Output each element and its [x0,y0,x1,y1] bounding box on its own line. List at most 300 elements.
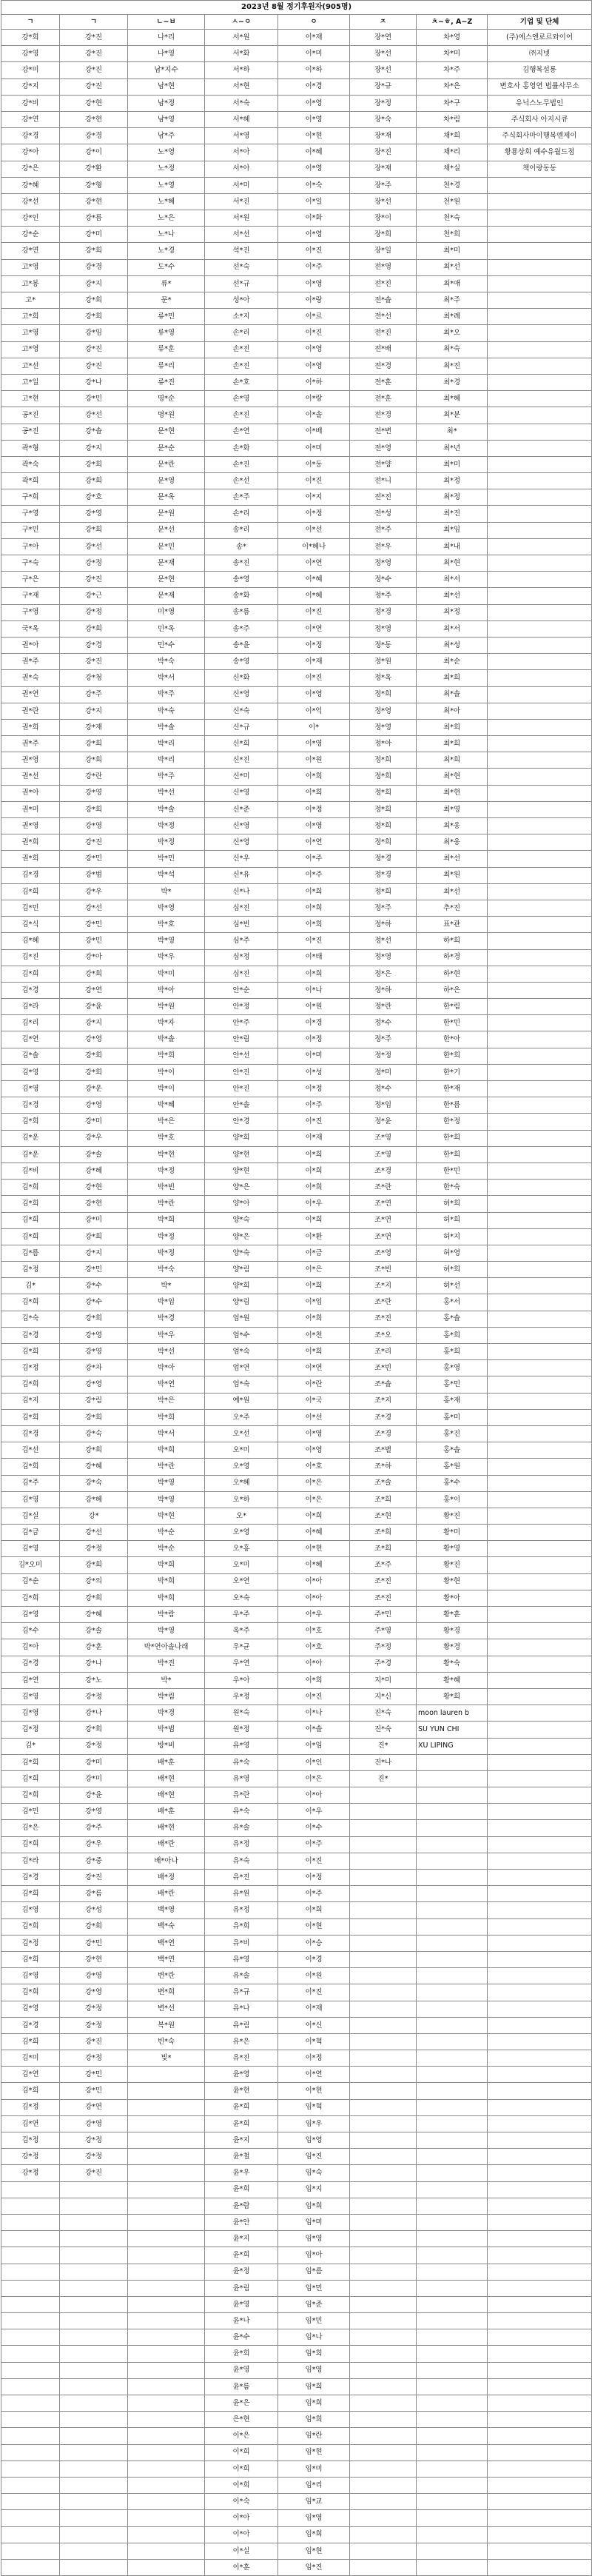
organization-cell [488,1425,592,1442]
organization-cell [488,1787,592,1804]
table-row [1,2444,592,2460]
donor-name-cell: 문*영 [128,473,205,489]
organization-cell [488,982,592,998]
donor-name-cell [128,2477,205,2493]
donor-name-cell: 강*임 [60,325,128,341]
donor-name-cell: 유*숙 [205,1754,278,1770]
donor-name-cell: 김*희 [1,1180,60,1196]
donor-name-cell [1,2510,60,2526]
donor-name-cell [350,2559,417,2575]
donor-name-cell: 김*정 [1,1722,60,1738]
donor-name-cell: 이*희 [205,2460,278,2477]
donor-name-cell: 유*나 [205,2001,278,2017]
donor-name-cell: 최*희 [417,752,488,769]
organization-cell [488,1475,592,1491]
donor-name-cell: 조*지 [350,1278,417,1294]
donor-name-cell: 최*서 [417,572,488,588]
table-row [1,588,592,604]
donor-name-cell: 엄*연 [205,1360,278,1376]
donor-name-cell: 오*혜 [205,1475,278,1491]
donor-name-cell [60,2444,128,2460]
donor-name-cell: 이*하 [278,62,350,78]
donor-name-cell: 강*노 [60,1672,128,1688]
table-row [1,506,592,522]
donor-name-cell: 박*임 [128,1294,205,1311]
donor-name-cell: 이*연 [278,555,350,572]
donor-name-cell: 박* [128,1278,205,1294]
donor-name-cell: 박*영 [128,1475,205,1491]
donor-name-cell: 남*지수 [128,62,205,78]
donor-name-cell: 임*희 [278,2526,350,2543]
donor-name-cell: 윤*영 [205,2362,278,2378]
donor-name-cell: 강*희 [60,801,128,817]
donor-name-cell [350,2428,417,2444]
donor-name-cell: 최* [417,424,488,440]
donor-name-cell: 박*정 [128,1245,205,1261]
donor-name-cell [128,2231,205,2247]
donor-name-cell: 허*지 [417,1228,488,1245]
table-row [1,1902,592,1918]
donor-name-cell: 김*숙 [1,1311,60,1327]
donor-name-cell: 김*희 [1,1984,60,2001]
donor-name-cell: 한*숙 [417,1180,488,1196]
organization-cell [488,1031,592,1048]
donor-name-cell: 이*희 [278,769,350,785]
donor-name-cell: 전*경 [350,358,417,374]
donor-name-cell: 이*은 [278,1491,350,1508]
organization-cell [488,588,592,604]
donor-name-cell: 안*선 [205,1048,278,1064]
organization-cell [488,1180,592,1196]
donor-name-cell: 강*진 [60,572,128,588]
donor-name-cell: 강*지 [60,1015,128,1031]
donor-name-cell: 임*영 [278,2510,350,2526]
donor-name-cell: 강*중 [60,1853,128,1869]
organization-cell [488,2181,592,2198]
donor-name-cell: 공*진 [1,407,60,424]
organization-cell [488,424,592,440]
organization-cell [488,2001,592,2017]
donor-name-cell: 류*영 [128,325,205,341]
donor-name-cell: 황*아 [417,1590,488,1606]
donor-name-cell: 원*정 [205,1722,278,1738]
donor-name-cell [128,2083,205,2099]
donor-name-cell [1,2198,60,2214]
donor-name-cell: 최*선 [417,259,488,275]
column-header: ㅊ~ㅎ, A~Z [417,15,488,30]
donor-name-cell: 노*나 [128,227,205,243]
donor-name-cell: 강*수 [60,1294,128,1311]
donor-name-cell [417,2115,488,2132]
organization-cell [488,834,592,851]
donor-name-cell: 고* [1,292,60,309]
donor-name-cell: 강*영 [60,1327,128,1343]
donor-name-cell: 이*란 [278,1376,350,1393]
table-row [1,473,592,489]
donor-name-cell: 박*경 [128,1705,205,1722]
donor-name-cell: 박*람 [128,1607,205,1623]
donor-name-cell: 서*아 [205,144,278,161]
table-row [1,686,592,703]
table-row [1,2477,592,2493]
organization-cell [488,2165,592,2181]
organization-cell [488,785,592,801]
donor-name-cell: 한*희 [417,1146,488,1162]
donor-name-cell: 양*희 [205,1130,278,1146]
donor-name-cell: 정*희 [350,686,417,703]
donor-name-cell: 이*선 [278,522,350,538]
donor-name-cell: 박*숙 [128,1262,205,1278]
donor-name-cell: 박*란 [128,1196,205,1212]
table-row [1,2559,592,2575]
donor-name-cell: 강*나 [60,1656,128,1672]
donor-name-cell: 한*정 [417,1114,488,1130]
donor-name-cell: 조*솔 [350,1376,417,1393]
donor-name-cell: 최*진 [417,506,488,522]
table-row [1,637,592,653]
organization-cell [488,309,592,325]
donor-name-cell: 조*란 [350,1294,417,1311]
table-row [1,2296,592,2312]
table-row [1,1541,592,1557]
donor-name-cell: 이*진 [278,1114,350,1130]
table-row [1,949,592,966]
donor-name-cell: 박*희 [128,1409,205,1425]
donor-name-cell [128,2099,205,2115]
donor-name-cell: 이*미 [278,1048,350,1064]
organization-cell [488,555,592,572]
donor-name-cell: 서*미 [205,177,278,193]
organization-cell [488,703,592,719]
organization-cell: ㈜지넷 [488,46,592,62]
donor-name-cell [350,2362,417,2378]
donor-name-cell: 최*선 [417,588,488,604]
donor-name-cell: 이*정 [278,801,350,817]
donor-name-cell: 최*내 [417,538,488,555]
donor-name-cell [417,1968,488,1984]
table-row [1,2395,592,2412]
donor-name-cell: 윤*희 [205,2115,278,2132]
donor-name-cell: 강*연 [1,243,60,259]
table-row [1,1935,592,1951]
donor-name-cell: 박*혜 [128,1097,205,1114]
donor-name-cell: 한*림 [417,999,488,1015]
table-row [1,456,592,472]
donor-name-cell: 조*희 [350,1525,417,1541]
donor-name-cell: 강*정 [60,1738,128,1754]
donor-name-cell: 김*순 [1,1573,60,1590]
donor-name-cell: 이*하 [278,374,350,390]
donor-name-cell: 구*영 [1,604,60,620]
organization-cell [488,1902,592,1918]
donor-name-cell [128,2526,205,2543]
donor-name-cell: 손*선 [205,473,278,489]
donor-name-cell [350,1951,417,1967]
donor-name-cell: 변*희 [128,1984,205,2001]
donor-name-cell: 손*연 [205,424,278,440]
donor-name-cell: 이*희 [278,1278,350,1294]
table-row [1,769,592,785]
donor-name-cell: 이*혜 [278,572,350,588]
donor-name-cell: 김*라 [1,1853,60,1869]
organization-cell [488,1508,592,1524]
donor-name-cell: 박*영 [128,1491,205,1508]
table-row [1,1327,592,1343]
donor-name-cell: 류*민 [128,309,205,325]
organization-cell [488,1688,592,1704]
donor-name-cell: 유*원 [205,1886,278,1902]
donor-name-cell: 도*수 [128,259,205,275]
donor-name-cell: 윤*안 [205,2214,278,2230]
donor-name-cell: 허*희 [417,1212,488,1228]
donor-name-cell: 공*진 [1,424,60,440]
table-row [1,1968,592,1984]
donor-name-cell: 정*하 [350,917,417,933]
donor-name-cell: 하*경 [417,949,488,966]
donor-name-cell: 박*석 [128,867,205,883]
donor-name-cell: 양*숙 [205,1245,278,1261]
organization-cell [488,2412,592,2428]
donor-name-cell [60,2362,128,2378]
donor-name-cell: 강*진 [60,46,128,62]
donor-name-cell: 구*아 [1,538,60,555]
donor-name-cell: 이*은 [278,1770,350,1787]
donor-name-cell: 배*현 [128,1770,205,1787]
donor-name-cell: 박*호 [128,917,205,933]
donor-name-cell: 이*우 [278,1804,350,1820]
donor-name-cell: 윤*은 [205,2395,278,2412]
organization-cell [488,2017,592,2033]
donor-name-cell [350,2329,417,2346]
donor-name-cell: 이*금 [278,1245,350,1261]
donor-name-cell: 강*미 [1,62,60,78]
donor-name-cell: 이*정 [278,1081,350,1097]
donor-name-cell: 강*호 [60,489,128,506]
donor-name-cell: 윤*람 [205,2198,278,2214]
donor-name-cell: 김*영 [1,1607,60,1623]
donor-name-cell: 조*오 [350,1327,417,1343]
donor-name-cell: 변*선 [128,2001,205,2017]
donor-name-cell: 정*영 [350,555,417,572]
donor-name-cell [417,2165,488,2181]
organization-cell [488,1442,592,1459]
donor-name-cell: 명*순 [128,391,205,407]
donor-name-cell: 이*영 [278,358,350,374]
header-row [1,15,592,30]
donor-name-cell [128,2494,205,2510]
donor-name-cell: 김*영 [1,2001,60,2017]
donor-name-cell [350,2444,417,2460]
organization-cell: 김행복설롱 [488,62,592,78]
donor-name-cell: 강*희 [60,1918,128,1935]
donor-name-cell: 박*희 [128,1590,205,1606]
organization-cell [488,1968,592,1984]
donor-name-cell: 강*름 [60,210,128,227]
donor-name-cell: 최*혜 [417,391,488,407]
donor-name-cell: 신*우 [205,851,278,867]
donor-name-cell [350,2477,417,2493]
donor-name-cell [350,2346,417,2362]
donor-name-cell: 강*희 [60,522,128,538]
donor-name-cell: 장*희 [350,227,417,243]
donor-name-cell: 강*훈 [60,1639,128,1656]
donor-name-cell: 최*진 [417,358,488,374]
table-row [1,1557,592,1573]
donor-name-cell [417,2198,488,2214]
donor-name-cell: 임*진 [278,2559,350,2575]
donor-name-cell: 김*경 [1,867,60,883]
organization-cell [488,2033,592,2050]
organization-cell [488,243,592,259]
donor-name-cell: 강*윤 [60,1787,128,1804]
organization-cell [488,440,592,456]
donor-name-cell: 서*아 [205,161,278,177]
donor-name-cell: 권*아 [1,637,60,653]
donor-name-cell: 정*아 [350,736,417,752]
table-row [1,161,592,177]
donor-name-cell [60,2313,128,2329]
organization-cell [488,2264,592,2280]
donor-name-cell: 문*민 [128,538,205,555]
donor-name-cell: 이*희 [278,1508,350,1524]
donor-name-cell: 윤*우 [205,2165,278,2181]
donor-name-cell: 박*정 [128,818,205,834]
donor-name-cell: 신*영 [205,785,278,801]
table-row [1,2181,592,2198]
donor-name-cell: 홍*희 [417,1327,488,1343]
donor-name-cell: 강*정 [60,2050,128,2067]
donor-name-cell: 강*현 [60,193,128,210]
donor-name-cell: 김*영 [1,1081,60,1097]
donor-name-cell: 이*숙 [205,2494,278,2510]
donor-name-cell: 임*아 [278,2247,350,2264]
donor-name-cell: 박*우 [128,949,205,966]
donor-name-cell: 김*비 [1,1162,60,1179]
donor-name-cell: 정*희 [350,883,417,900]
donor-name-cell: 강*자 [60,1360,128,1376]
donor-name-cell: 심*진 [205,900,278,916]
donor-name-cell [417,1902,488,1918]
donor-name-cell: 신*화 [205,670,278,686]
table-row [1,2362,592,2378]
organization-cell [488,1262,592,1278]
donor-name-cell: 은*현 [205,2412,278,2428]
donor-name-cell: 신*유 [205,867,278,883]
donor-name-cell: 홍*민 [417,1376,488,1393]
donor-name-cell: 홍*진 [417,1425,488,1442]
donor-name-cell: 고*일 [1,374,60,390]
donor-name-cell: 김*희 [1,1228,60,1245]
column-header: ㄱ [60,15,128,30]
donor-name-cell: 강*순 [1,227,60,243]
organization-cell [488,1294,592,1311]
donor-name-cell: 이*선 [278,1409,350,1425]
donor-name-cell [1,2280,60,2296]
table-row [1,391,592,407]
table-row [1,620,592,637]
table-row [1,670,592,686]
donor-name-cell: 김*혜 [1,933,60,949]
donor-name-cell: 박*솔 [128,719,205,735]
donor-name-cell: 이*국 [278,1393,350,1409]
organization-cell [488,1870,592,1886]
table-row [1,1262,592,1278]
organization-cell [488,1015,592,1031]
donor-name-cell [128,2296,205,2312]
donor-name-cell: 강*선 [60,407,128,424]
donor-name-cell: 홍*이 [417,1491,488,1508]
donor-name-cell: 정*정 [350,1048,417,1064]
table-row [1,818,592,834]
donor-name-cell: 송*화 [205,588,278,604]
donor-name-cell: 고*영 [1,259,60,275]
organization-cell [488,1393,592,1409]
donor-name-cell: 이*진 [278,325,350,341]
donor-name-cell: 황*영 [417,1541,488,1557]
donor-name-cell: 박*연 [128,1376,205,1393]
donor-name-cell: 박*경 [128,1311,205,1327]
donor-name-cell: 강*민 [60,851,128,867]
donor-name-cell: 김*라 [1,999,60,1015]
organization-cell [488,1048,592,1064]
donor-name-cell: 류*진 [128,374,205,390]
donor-name-cell: 방*비 [128,1738,205,1754]
donor-name-cell: 윤*철 [205,2149,278,2165]
organization-cell [488,1672,592,1688]
donor-name-cell: 안*진 [205,1081,278,1097]
donor-name-cell: 천*희 [417,227,488,243]
donor-name-cell: 최*분 [417,407,488,424]
donor-name-cell: 최*숙 [417,341,488,358]
donor-name-cell: 박*우 [128,1327,205,1343]
donor-name-cell: 김* [1,1738,60,1754]
donor-name-cell: 이*희 [278,1180,350,1196]
donor-name-cell [350,1870,417,1886]
donor-name-cell: 이*일 [278,193,350,210]
donor-name-cell: 신*희 [205,736,278,752]
donor-name-cell: 강*희 [60,736,128,752]
donor-name-cell: 이*실 [205,2543,278,2559]
table-row [1,555,592,572]
organization-cell [488,1525,592,1541]
donor-name-cell: 장*일 [350,243,417,259]
donor-name-cell [128,2428,205,2444]
donor-name-cell [417,1951,488,1967]
donor-name-cell: 강*름 [60,1886,128,1902]
table-row [1,275,592,292]
table-row [1,374,592,390]
donor-name-cell: 이*경 [278,1951,350,1967]
donor-name-cell: 한*민 [417,1015,488,1031]
donor-name-cell: 이*현 [278,1541,350,1557]
donor-name-cell [417,1935,488,1951]
donor-name-cell: 조*연 [350,1212,417,1228]
donor-name-cell: 이*호 [278,1623,350,1639]
donor-name-cell [350,1902,417,1918]
table-row [1,128,592,144]
donor-name-cell: 홍*서 [417,1294,488,1311]
organization-cell [488,1754,592,1770]
table-row [1,1722,592,1738]
table-row [1,1097,592,1114]
donor-name-cell: 권*연 [1,686,60,703]
donor-name-cell: 고*영 [1,325,60,341]
donor-name-cell [128,2543,205,2559]
donor-name-cell [128,2149,205,2165]
donor-name-cell: 이*임 [278,1738,350,1754]
donor-name-cell: 강*형 [60,177,128,193]
organization-cell [488,2149,592,2165]
